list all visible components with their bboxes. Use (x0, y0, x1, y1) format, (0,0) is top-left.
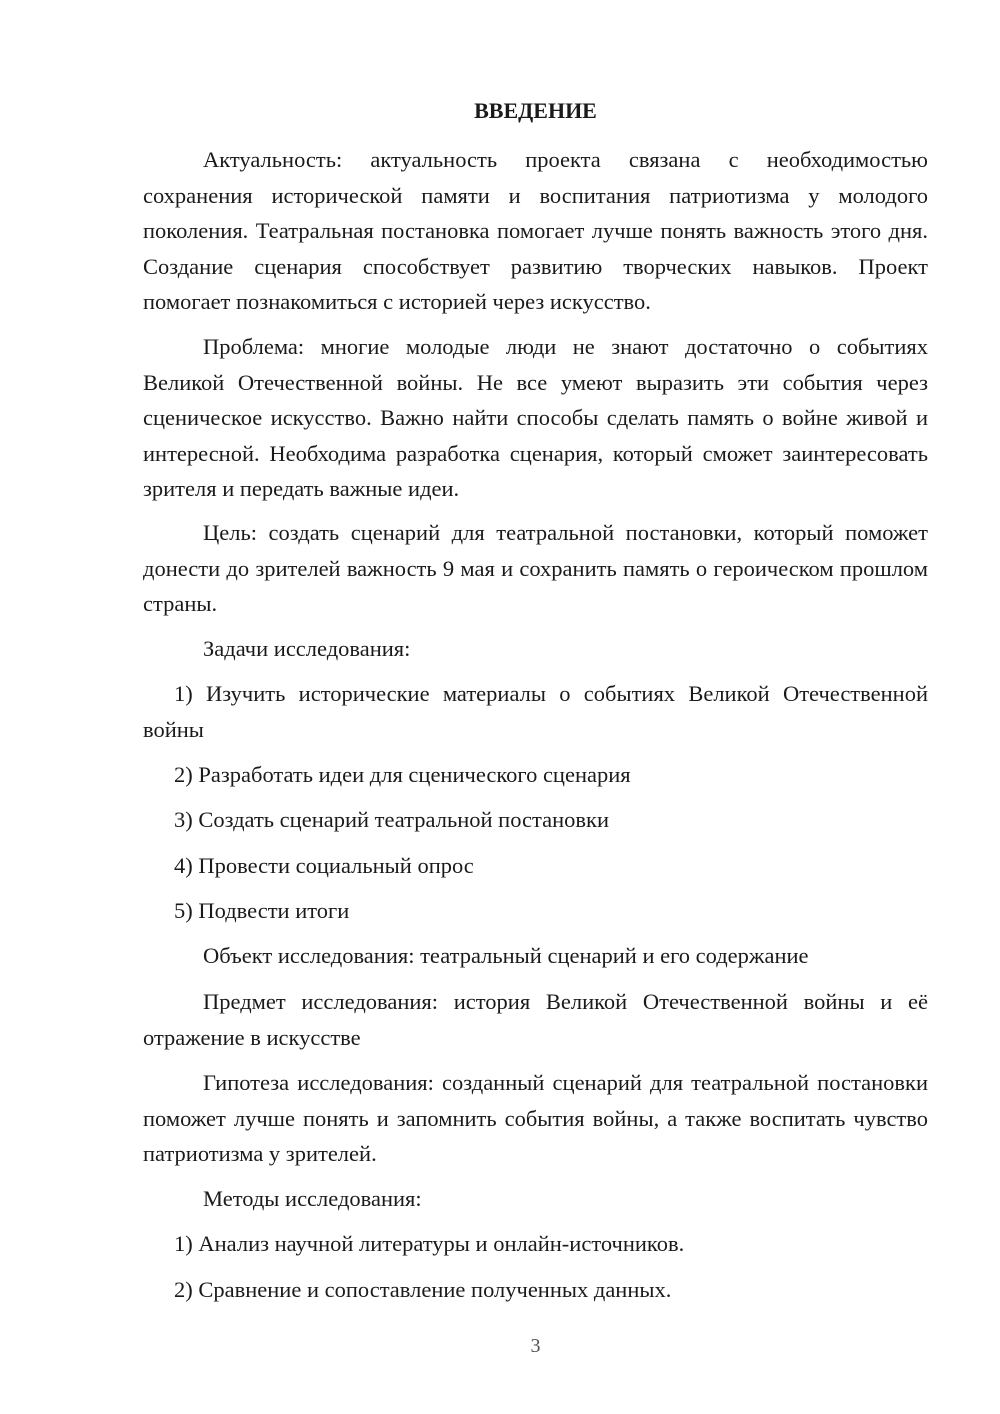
paragraph-relevance: Актуальность: актуальность проекта связана с необходимостью сохранения исторической памяти и воспитания патриотизма у молодого поколения. Театральная постановка помогает лучше понять важность этого дня. Создание сценария способствует развитию творческих навыков. Проект помогает познакомиться с историей через искусство. (143, 147, 928, 314)
list-item-method-1: 1) Анализ научной литературы и онлайн-источников. (174, 1231, 685, 1256)
list-item-task-1: 1) Изучить исторические материалы о событиях Великой Отечественной войны (143, 681, 928, 742)
paragraph-methods-heading: Методы исследования: (203, 1186, 422, 1211)
paragraph-problem: Проблема: многие молодые люди не знают достаточно о событиях Великой Отечественной войны. Не все умеют выразить эти события через сценическое искусство. Важно найти способы сделать память о войне живой и интересной. Необходима разработка сценария, который сможет заинтересовать зрителя и передать важные идеи. (143, 334, 928, 501)
list-item-task-3: 3) Создать сценарий театральной постановки (174, 807, 609, 832)
section-heading: ВВЕДЕНИЕ (474, 98, 597, 123)
paragraph-goal: Цель: создать сценарий для театральной постановки, который поможет донести до зрителей важность 9 мая и сохранить память о героическом прошлом страны. (143, 520, 928, 616)
paragraph-object: Объект исследования: театральный сценарий и его содержание (203, 943, 809, 968)
list-item-task-2: 2) Разработать идеи для сценического сценария (174, 762, 631, 787)
list-item-task-4: 4) Провести социальный опрос (174, 853, 474, 878)
document-page (143, 0, 928, 1414)
list-item-method-2: 2) Сравнение и сопоставление полученных данных. (174, 1277, 672, 1302)
paragraph-hypothesis: Гипотеза исследования: созданный сценарий для театральной постановки поможет лучше понять и запомнить события войны, а также воспитать чувство патриотизма у зрителей. (143, 1070, 928, 1166)
list-item-task-5: 5) Подвести итоги (174, 898, 350, 923)
paragraph-subject: Предмет исследования: история Великой Отечественной войны и её отражение в искусстве (143, 989, 928, 1050)
paragraph-tasks-heading: Задачи исследования: (203, 636, 411, 661)
page-number: 3 (530, 1335, 541, 1357)
